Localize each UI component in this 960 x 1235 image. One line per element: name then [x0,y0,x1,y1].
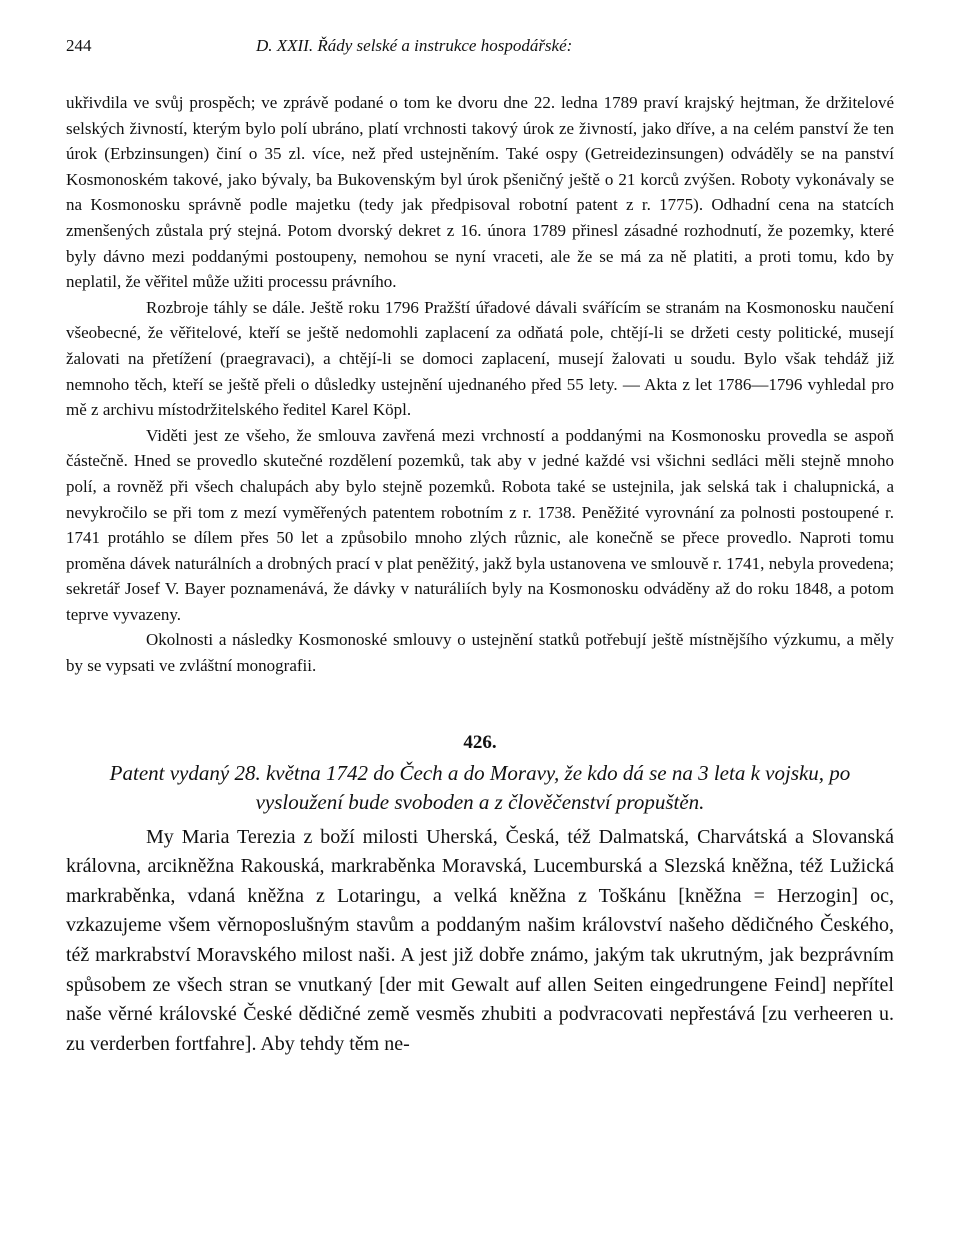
page-number: 244 [66,36,92,55]
paragraph: Okolnosti a následky Kosmonoské smlouvy o ustejnění statků potřebují ještě místnějšího výzkumu, a měly by se vypsati ve zvláštní monografii. [66,630,894,676]
document-body [66,823,894,1060]
document-title: Patent vydaný 28. května 1742 do Čech a do Moravy, že kdo dá se na 3 leta k vojsku, po vysloužení bude svoboden a z člověčenství propuštěn. [109,760,851,814]
page [66,36,894,1059]
paragraph: Rozbroje táhly se dále. Ještě roku 1796 Pražští úřadové dávali svářícím se stranám na Kosmonosku naučení všeobecné, že věřitelové, kteří se ještě nedomohli zaplacení za odňatá pole, chtějí-li se držeti cesty politické, musejí žalovati na přetížení (praegravaci), a chtějí-li se domoci zaplacení, musejí žalovati u soudu. Bylo však tehdáž již nemnoho těch, kteří se ještě přeli o důsledky ustejnění ujednaného před 55 lety. — Akta z let 1786—1796 vyhledal pro mě z archivu místodržitelského ředitel Karel Köpl. [66,297,894,420]
document-number: 426. [463,731,497,753]
paragraph: Viděti jest ze všeho, že smlouva zavřená mezi vrchností a poddanými na Kosmonosku provedla se aspoň částečně. Hned se provedlo skutečné rozdělení pozemků, tak aby v jedné každé vsi všichni sedláci měli stejně mnoho polí, a rovněž při všech chalupách aby bylo stejně pozemků. Robota také se ustejnila, jak selská tak i chalupnická, a nevykročilo se při tom z mezí vyměřených patentem robotním z r. 1738. Peněžité vyrovnání za polnosti postoupené r. 1741 protáhlo se dílem přes 50 let a způsobilo mnoho zlých různic, ale konečně se přece provedlo. Naproti tomu proměna dávek naturálních a drobných prací v plat peněžitý, jakž byla ustanovena ve smlouvě r. 1741, nebyla provedena; sekretář Josef V. Bayer poznamenává, že dávky v naturáliích byly na Kosmonosku odváděny až do roku 1848, a potom teprve vyvazeny. [66,425,894,624]
commentary-text [66,90,894,679]
document-paragraph: My Maria Terezia z boží milosti Uherská, Česká, též Dalmatská, Charvátská a Slovanská královna, arcikněžna Rakouská, markraběnka Moravská, Lucemburská a Slezská kněžna, též Lužická markraběnka, vdaná kněžna z Lotaringu, a velká kněžna z Toškánu [kněžna = Herzogin] oc, vzkazujeme všem věrnoposlušným stavům a poddaným našim království našeho dědičného Českého, též markrabství Moravského milost naši. A jest již dobře známo, jakým tak ukrutným, jak bezprávním spůsobem ze všech stran se vnutkaný [der mit Gewalt auf allen Seiten eingedrungene Feind] nepřítel naše věrné královské České dědičné země vesměs zhubiti a podvracovati nepřestává [zu verheeren u. zu verderben fortfahre]. Aby tehdy těm ne- [66,825,894,1055]
paragraph: ukřivdila ve svůj prospěch; ve zprávě podané o tom ke dvoru dne 22. ledna 1789 praví krajský hejtman, že držitelové selských živností, kterým bylo polí ubráno, platí vrchnosti takový úrok ze živností, jako dříve, a na celém panství že ten úrok (Erbzinsungen) činí o 35 zl. více, než před ustejněním. Také ospy (Getreidezinsungen) odváděly se na panství Kosmonoském takové, jako bývaly, ba Bukovenským byl úrok pšeničný ještě o 21 korců zvýšen. Roboty vykonávaly se na Kosmonosku správně podle majetku (tedy jak předpisoval robotní patent z r. 1775). Odhadní cena na statcích zmenšených zůstala prý stejná. Potom dvorský dekret z 16. února 1789 přinesl zásadné rozhodnutí, že pozemky, které byly dávno mezi poddanými postoupeny, nemohou se nyní vraceti, ale že se má za ně platiti, a proti tomu, kdo by neplatil, že věřitel může užiti processu právního. [66,93,894,292]
page-header [66,36,894,68]
running-title: D. XXII. Řády selské a instrukce hospodářské: [256,36,573,55]
